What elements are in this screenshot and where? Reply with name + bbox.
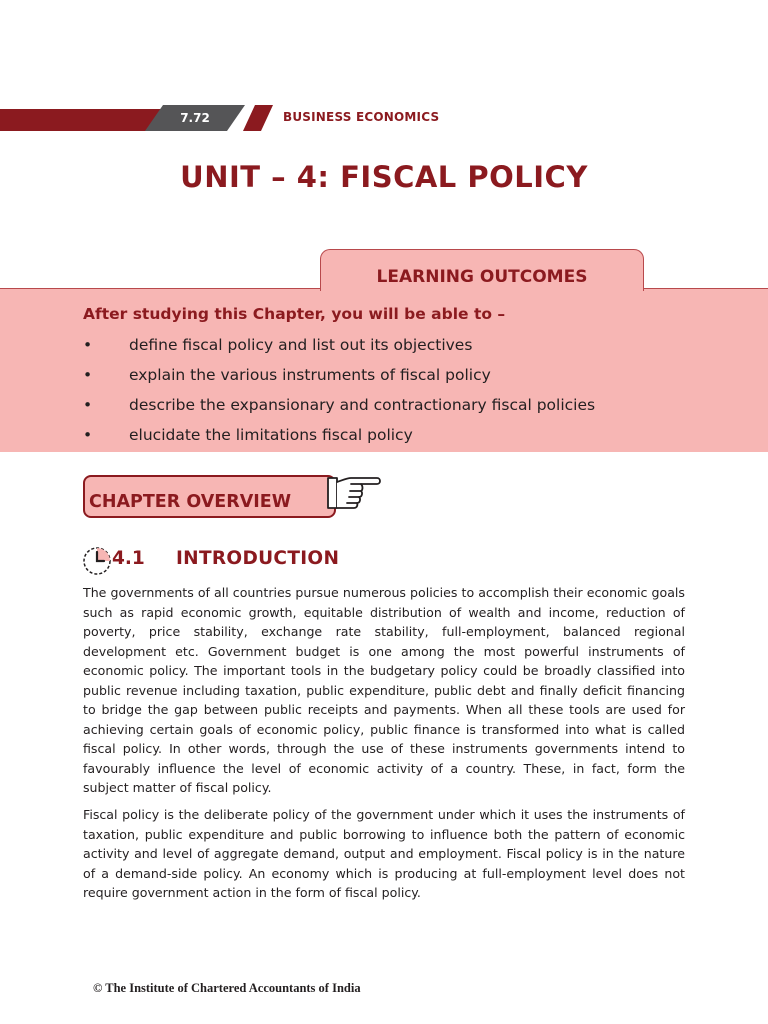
divider [0,288,320,289]
learning-outcomes-intro: After studying this Chapter, you will be able to – [83,305,506,323]
chapter-overview-box [83,475,336,518]
chapter-overview-label: CHAPTER OVERVIEW [89,492,292,512]
page-header [0,105,768,131]
learning-outcomes-tab [320,249,644,291]
paragraph: Fiscal policy is the deliberate policy of the government under which it uses the instruments of taxation, public expenditure and public borrowing to influence both the pattern of economic activity and level of aggregate demand, output and employment. Fiscal policy is in the nature of a demand-side policy. An economy which is producing at full-employment level does not require government action in the form of fiscal policy. [83,807,685,900]
bullet: • [83,366,93,384]
unit-title: UNIT – 4: FISCAL POLICY [180,160,588,194]
copyright-footer: © The Institute of Chartered Accountants of India [93,981,361,995]
section-number: 4.1 [112,548,145,569]
list-item-text: explain the various instruments of fiscal policy [129,366,491,384]
list-item-text: elucidate the limitations fiscal policy [129,426,413,444]
learning-outcomes-heading: LEARNING OUTCOMES [376,267,588,287]
bullet: • [83,396,93,414]
paragraph: The governments of all countries pursue numerous policies to accomplish their economic goals such as rapid economic growth, equitable distribution of wealth and income, reduction of poverty, price stability, exchange rate stability, full-employment, balanced regional development etc. Government budget is one among the most powerful instruments of economic policy. The important tools in the budgetary policy could be broadly classified into public revenue including taxation, public expenditure, public debt and finally deficit financing to bridge the gap between public receipts and payments. When all these tools are used for achieving certain goals of economic policy, public finance is transformed into what is called fiscal policy. In other words, through the use of these instruments governments intend to favourably influence the level of economic activity of a country. These, in fact, form the subject matter of fiscal policy. [83,585,685,795]
pointing-hand-icon [325,472,383,514]
section-title: INTRODUCTION [176,548,340,569]
bullet: • [83,336,93,354]
bullet: • [83,426,93,444]
clock-icon [82,546,112,576]
page-number: 7.72 [180,111,210,125]
list-item-text: describe the expansionary and contractionary fiscal policies [129,396,596,414]
divider [644,288,768,289]
list-item-text: define fiscal policy and list out its objectives [129,336,473,354]
header-accent [243,105,273,131]
book-title: BUSINESS ECONOMICS [283,110,440,124]
